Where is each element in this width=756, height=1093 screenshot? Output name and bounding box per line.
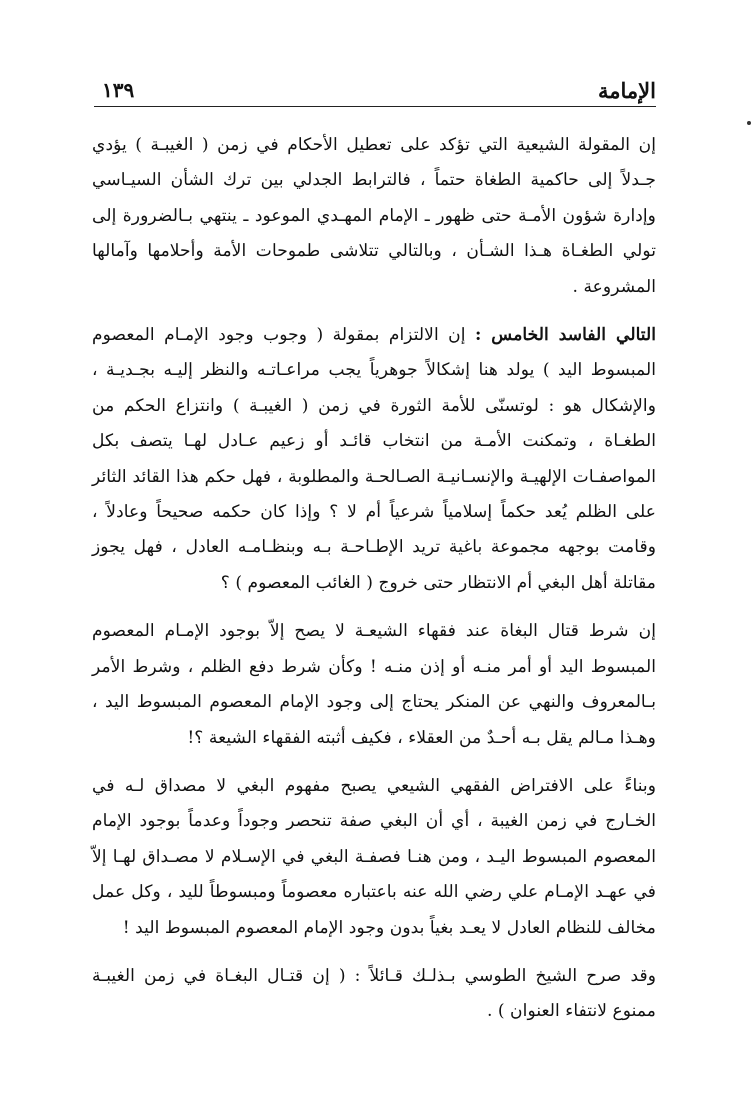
paragraph-5-text: وقد صرح الشيخ الطوسي بـذلـك قـائلاً : ( إن قتـال البغـاة في زمن الغيبـة ممنوع لانتفاء العنوان ) .: [92, 965, 656, 1022]
page-body: [92, 128, 656, 1030]
header-divider: [94, 106, 656, 107]
page-number: ١٣٩: [102, 78, 135, 102]
running-header: [94, 74, 656, 104]
paragraph-2-text: إن الالتزام بمقولة ( وجوب وجود الإمـام المعصوم المبسوط اليد ) يولد هنا إشكالاً جوهرياً يجب مراعـاتـه والنظر إليـه بجـديـة ، والإشكال هو : لوتسنّى للأمة الثورة في زمن ( الغيبـة ) وانتزاع الحكم من الطغـاة ، وتمكنت الأمـة من انتخاب قائـد أو زعيم عـادل لهـا يتصف بكل المواصفـات الإلهيـة والإنسـانيـة الصـالحـة والمطلوبة ، فهل حكم هذا القائد الثائر على الظلم يُعد حكماً إسلامياً شرعياً أم لا ؟ وإذا كان حكمه صحيحاً وعادلاً ، وقامت بوجهه مجموعة باغية تريد الإطـاحـة بـه وبنظـامـه العادل ، فهل يجوز مقاتلة أهل البغي أم الانتظار حتى خروج ( الغائب المعصوم ) ؟: [92, 325, 656, 593]
margin-speck: [747, 121, 751, 125]
paragraph-2: [92, 318, 656, 601]
paragraph-4-text: وبناءً على الافتراض الفقهي الشيعي يصبح مفهوم البغي لا مصداق لـه في الخـارج في زمن الغيبة ، أي أن البغي صفة تنحصر وجوداً وعدماً بوجود الإمام المعصوم المبسوط اليـد ، ومن هنـا فصفـة البغي في الإسـلام لا مصـداق لهـا إلاّ في عهـد الإمـام علي رضي الله عنه باعتباره معصوماً ومبسوطاً لليد ، وكل عمل مخالف للنظام العادل لا يعـد بغياً بدون وجود الإمام المعصوم المبسوط اليد !: [92, 775, 656, 938]
paragraph-2-heading: التالي الفاسد الخامس :: [474, 325, 657, 346]
paragraph-4: [92, 769, 656, 946]
paragraph-3: [92, 614, 656, 756]
paragraph-3-text: إن شرط قتال البغاة عند فقهاء الشيعـة لا يصح إلاّ بوجود الإمـام المعصوم المبسوط اليد أو أمر منـه أو إذن منـه ! وكأن شرط دفع الظلم ، وشرط الأمر بـالمعروف والنهي عن المنكر يحتاج إلى وجود الإمام المعصوم المبسوط اليد ، وهـذا مـالم يقل بـه أحـدٌ من العقلاء ، فكيف أثبته الفقهاء الشيعة ؟!: [92, 621, 656, 748]
paragraph-1-text: إن المقولة الشيعية التي تؤكد على تعطيل الأحكام في زمن ( الغيبـة ) يؤدي جـدلاً إلى حاكمية الطغاة حتماً ، فالترابط الجدلي بين ترك الشأن السيـاسي وإدارة شؤون الأمـة حتى ظهور ـ الإمام المهـدي الموعود ـ ينتهي بـالضرورة إلى تولي الطغـاة هـذا الشـأن ، وبالتالي تتلاشى طموحات الأمة وأحلامها وآمالها المشروعة .: [92, 135, 656, 297]
chapter-title: الإمامة: [598, 78, 656, 103]
paragraph-5: [92, 959, 656, 1030]
paragraph-1: [92, 128, 656, 305]
